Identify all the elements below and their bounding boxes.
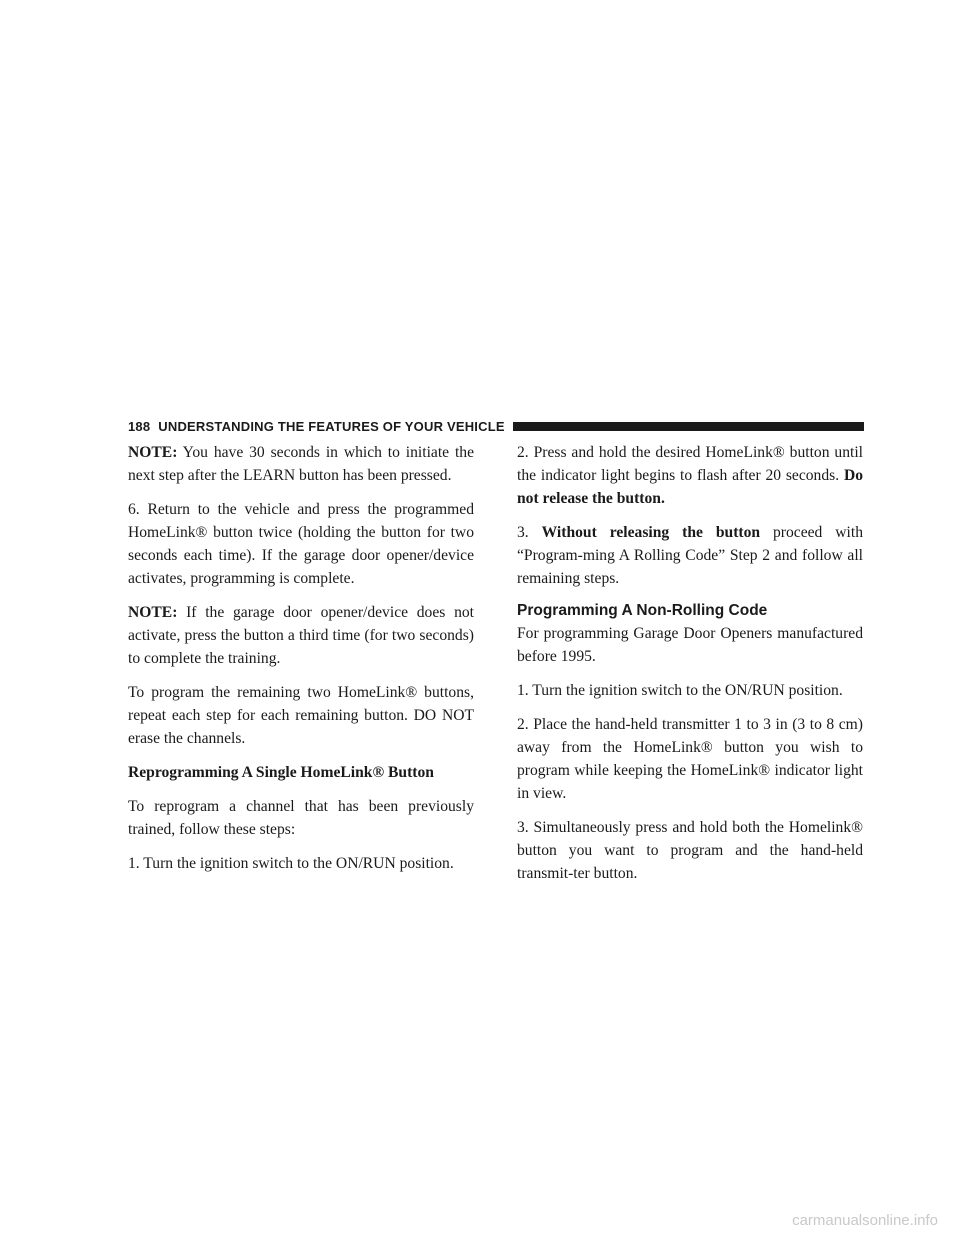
section-title: UNDERSTANDING THE FEATURES OF YOUR VEHICLE (158, 418, 505, 434)
non-rolling-step-1: 1. Turn the ignition switch to the ON/RUN position. (517, 682, 843, 699)
note-text: You have 30 seconds in which to initiate the next step after the LEARN button has been pressed. (128, 444, 474, 484)
note-label: NOTE: (128, 444, 178, 461)
footer-watermark: carmanualsonline.info (792, 1212, 938, 1229)
remaining-buttons-paragraph: To program the remaining two HomeLink® buttons, repeat each step for each remaining button. DO NOT erase the channels. (128, 684, 474, 747)
note-paragraph (128, 441, 474, 487)
page-number: 188 (128, 418, 151, 434)
right-column (517, 441, 863, 885)
step-2-text: 2. Press and hold the desired HomeLink® button until the indicator light begins to flash after 20 seconds. (517, 444, 863, 484)
page-header (128, 415, 864, 437)
step-2-paragraph (517, 441, 863, 510)
step-3-emphasis: Without releasing the button (541, 524, 761, 541)
step-2-warning: Do not release the button. (517, 467, 863, 507)
non-rolling-step-3: 3. Simultaneously press and hold both the Homelink® button you want to program and the hand-held transmit-ter button. (517, 819, 863, 882)
step-3-number: 3. (517, 524, 542, 541)
step-3-paragraph (517, 521, 863, 590)
step-3-text: proceed with “Program-ming A Rolling Code” Step 2 and follow all remaining steps. (517, 524, 863, 587)
left-column (128, 441, 474, 875)
note-paragraph (128, 601, 474, 670)
non-rolling-step-2: 2. Place the hand-held transmitter 1 to 3 in (3 to 8 cm) away from the HomeLink® button you wish to program while keeping the HomeLink® indicator light in view. (517, 716, 863, 802)
header-rule (513, 422, 864, 431)
non-rolling-intro: For programming Garage Door Openers manufactured before 1995. (517, 625, 863, 665)
reprogramming-heading: Reprogramming A Single HomeLink® Button (128, 764, 434, 781)
reprogramming-step-1: 1. Turn the ignition switch to the ON/RUN position. (128, 855, 454, 872)
non-rolling-code-heading: Programming A Non-Rolling Code (517, 602, 768, 619)
note-label: NOTE: (128, 604, 178, 621)
reprogramming-intro: To reprogram a channel that has been previously trained, follow these steps: (128, 798, 474, 838)
note-text: If the garage door opener/device does not activate, press the button a third time (for two seconds) to complete the training. (128, 604, 474, 667)
step-6-paragraph: 6. Return to the vehicle and press the programmed HomeLink® button twice (holding the button for two seconds each time). If the garage door opener/device activates, programming is complete. (128, 501, 474, 587)
